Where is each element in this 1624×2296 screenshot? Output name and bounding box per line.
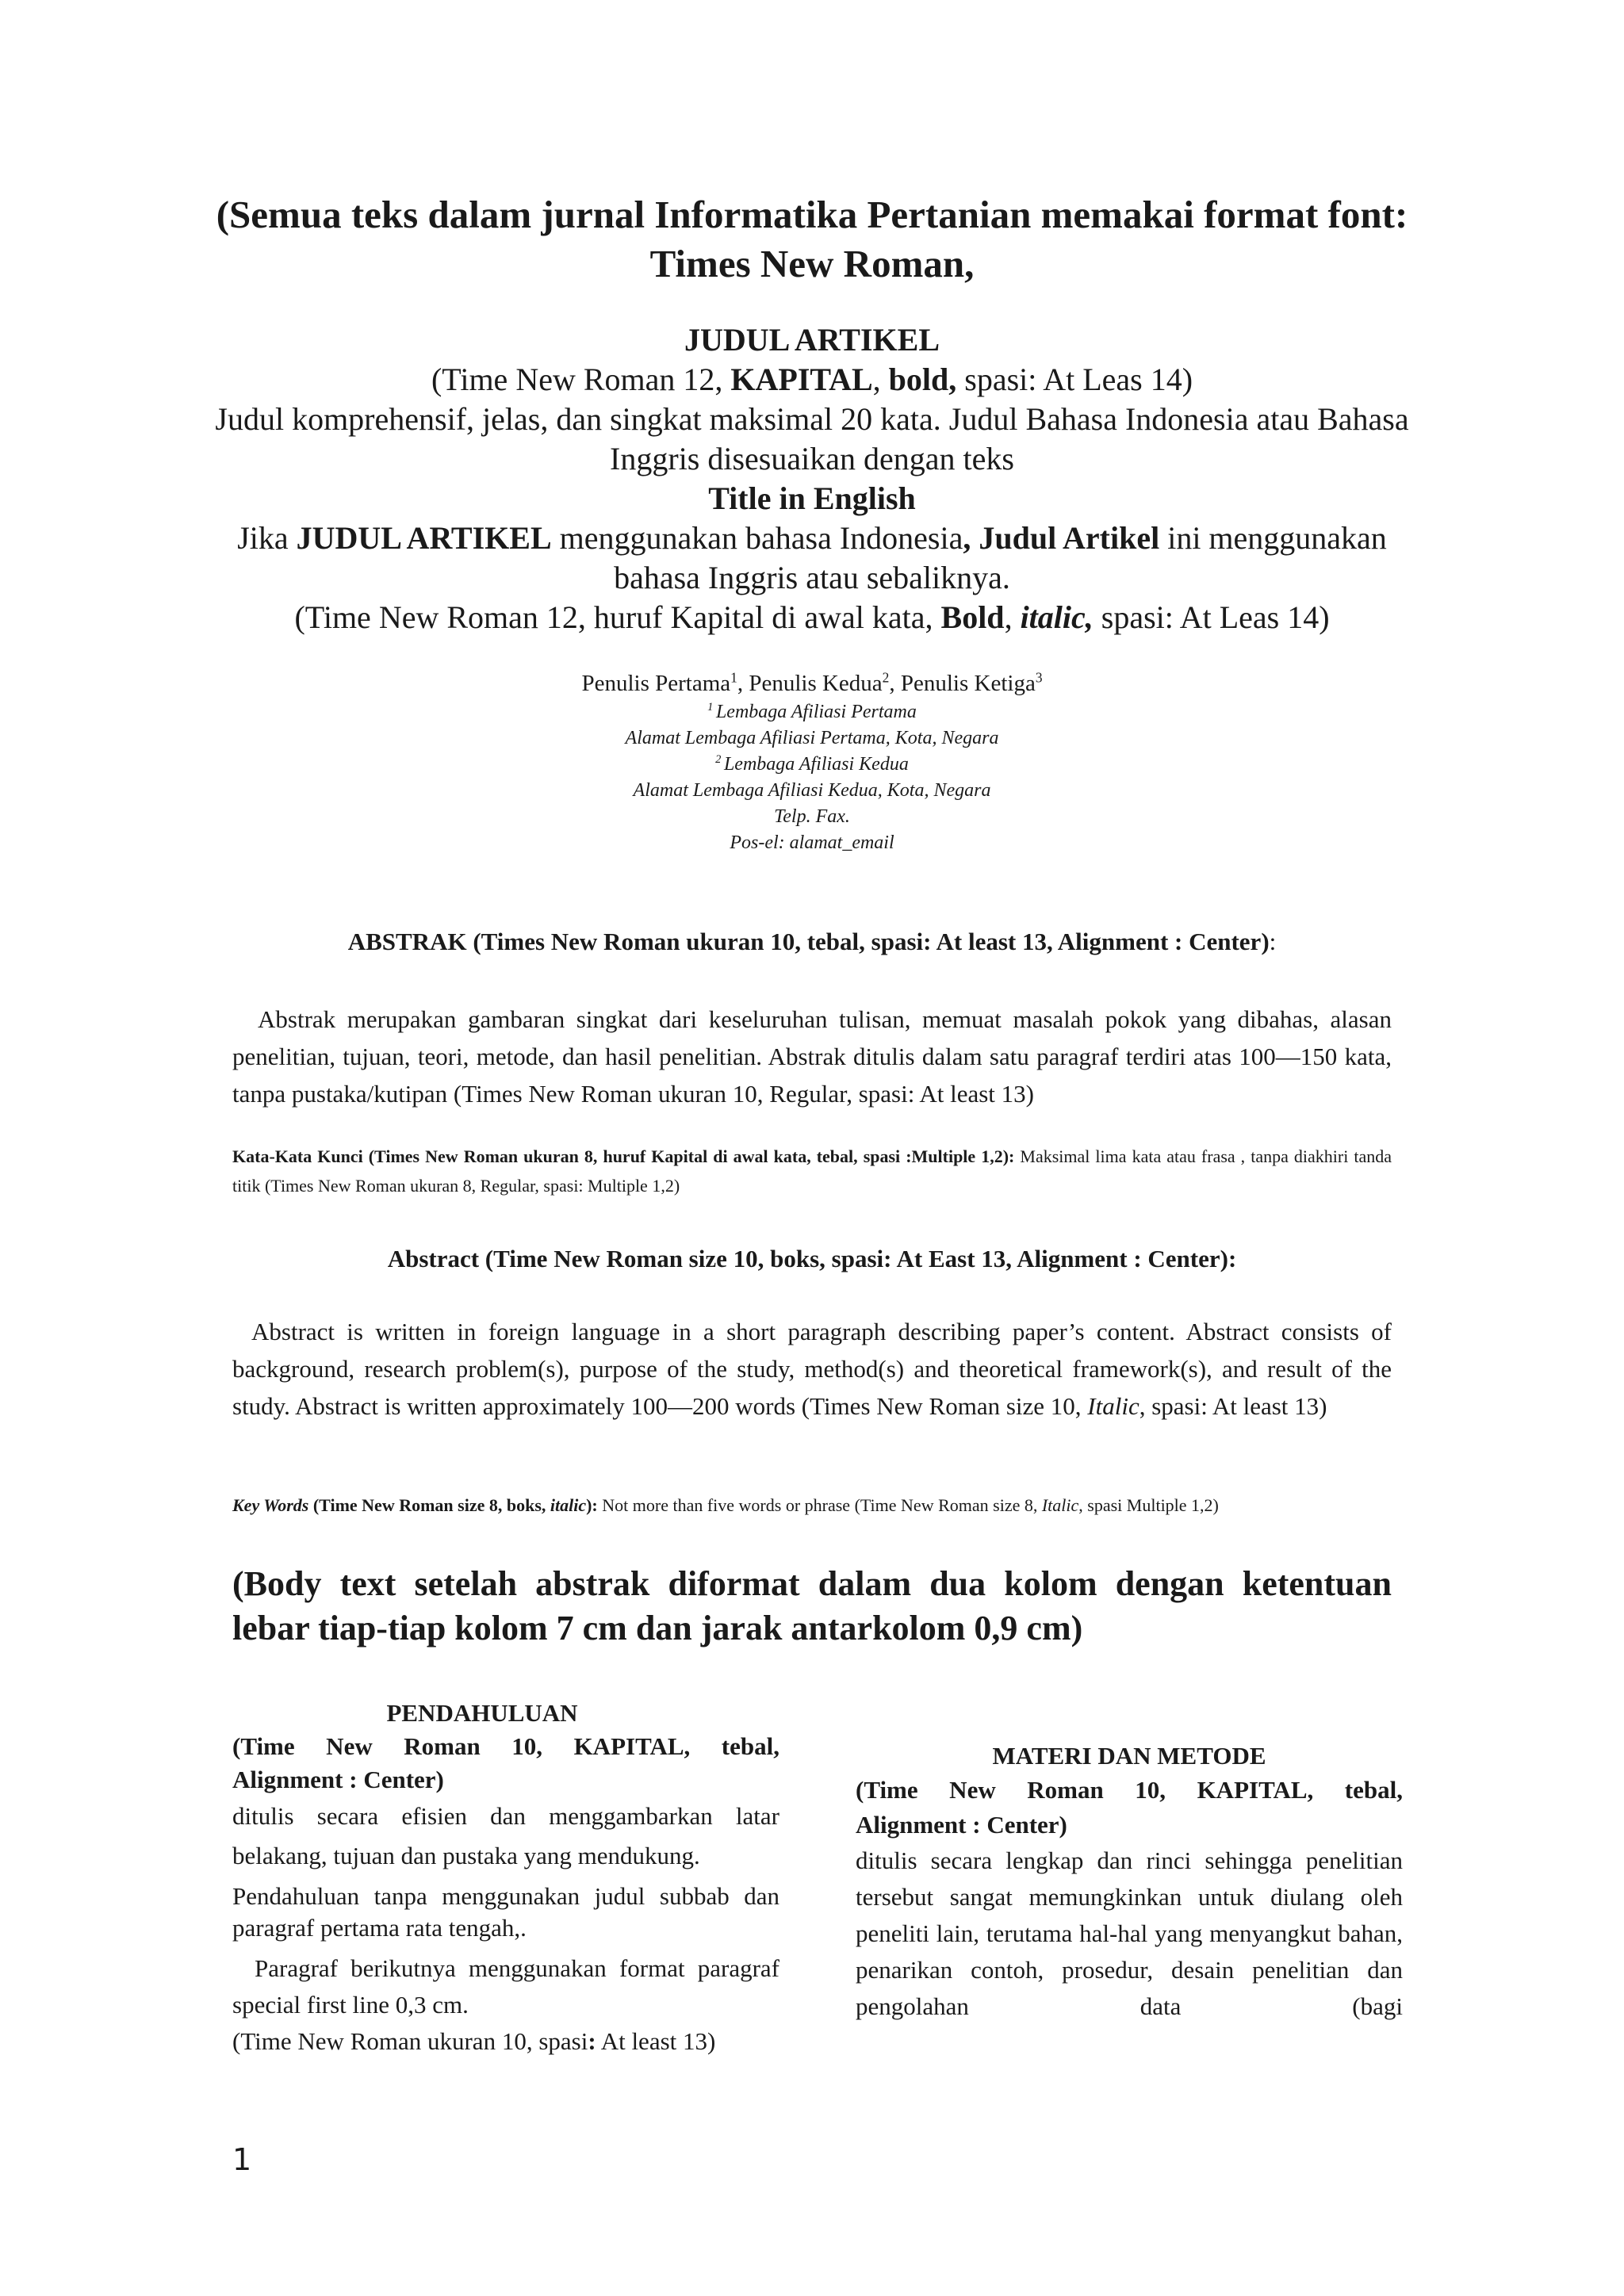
pendahuluan-paragraph-2: Pendahuluan tanpa menggunakan judul subbab dan paragraf pertama rata tengah,. [232, 1882, 779, 1942]
key-words [232, 1490, 1392, 1520]
title-description-line-1: Judul komprehensif, jelas, dan singkat maksimal 20 kata. Judul Bahasa Indonesia atau Bahasa [215, 401, 1409, 437]
abstrak-heading-colon: : [1269, 928, 1277, 955]
english-format-post: spasi: At Leas 14) [1093, 599, 1330, 635]
affiliation-2 [396, 752, 1228, 778]
abstract-heading: Abstract (Time New Roman size 10, boks, spasi: At East 13, Alignment : Center): [387, 1245, 1237, 1272]
title-format-bold: bold, [888, 362, 957, 397]
author-second: , Penulis Kedua [737, 671, 883, 696]
jika-mid: menggunakan bahasa Indonesia [551, 520, 963, 556]
affiliation-1-address: Alamat Lembaga Afiliasi Pertama, Kota, Negara [625, 728, 999, 748]
author-list [396, 668, 1228, 699]
left-column [232, 1697, 779, 2060]
abstrak-heading [159, 928, 1465, 956]
format-notice-line-2: Times New Roman, [649, 242, 975, 285]
authors-block [396, 668, 1228, 856]
abstract-body-italic: Italic [1087, 1392, 1139, 1420]
english-format-pre: (Time New Roman 12, huruf Kapital di awal kata, [294, 599, 941, 635]
title-block [206, 320, 1418, 637]
kata-kunci [232, 1142, 1392, 1200]
title-format-open: (Time New Roman 12, [431, 362, 731, 397]
author-third-sup: 3 [1035, 669, 1043, 686]
body-format-note [232, 1562, 1392, 1651]
affiliation-1-name: Lembaga Afiliasi Pertama [715, 702, 917, 722]
pendahuluan-p4-pre: (Time New Roman ukuran 10, spasi [232, 2027, 588, 2055]
affiliation-1 [396, 699, 1228, 725]
title-language-note [206, 519, 1418, 558]
right-column [856, 1739, 1403, 2025]
author-third: , Penulis Ketiga [889, 671, 1036, 696]
metode-paragraph-1: ditulis secara lengkap dan rinci sehingga penelitian tersebut sangat memungkinkan untuk diulang oleh peneliti lain, terutama hal-hal yang menyangkut bahan, penarikan contoh, prosedur, desain penelitian dan pengolahan data (bagi [856, 1846, 1403, 2020]
format-notice [159, 190, 1465, 289]
telp-fax: Telp. Fax. [774, 806, 850, 827]
jika-bold: , Judul Artikel [963, 520, 1160, 556]
article-title: JUDUL ARTIKEL [684, 322, 940, 358]
pendahuluan-p4-colon: : [588, 2027, 596, 2055]
abstrak-heading-text: ABSTRAK (Times New Roman ukuran 10, tebal, spasi: At least 13, Alignment : Center) [347, 928, 1270, 955]
kata-kunci-text: Maksimal lima kata atau frasa , tanpa diakhiri tanda titik (Times New Roman ukuran 8, Regular, spasi: Multiple 1,2) [232, 1146, 1392, 1196]
english-title: Title in English [708, 480, 916, 516]
affiliation-2-address: Alamat Lembaga Afiliasi Kedua, Kota, Negara [633, 780, 991, 801]
jika-pre: Jika [237, 520, 297, 556]
affiliation-1-sup: 1 [707, 701, 716, 714]
pendahuluan-format-note-line-1: (Time New Roman 10, KAPITAL, tebal, [232, 1732, 779, 1760]
author-first-sup: 1 [730, 669, 737, 686]
pendahuluan-paragraph-1: ditulis secara efisien dan menggambarkan latar belakang, tujuan dan pustaka yang mendukung. [232, 1802, 779, 1869]
section-title-pendahuluan: PENDAHULUAN [386, 1699, 578, 1727]
key-words-label-rest: (Time New Roman size 8, boks, [308, 1495, 550, 1515]
author-email: Pos-el: alamat_email [730, 832, 894, 853]
kata-kunci-label: Kata-Kata Kunci (Times New Roman ukuran 8, huruf Kapital di awal kata, tebal, spasi :Multiple 1,2): [232, 1146, 1015, 1166]
title-format-kapital: KAPITAL [730, 362, 873, 397]
key-words-label: Key Words [232, 1495, 309, 1515]
key-words-text-end: , spasi Multiple 1,2) [1078, 1495, 1219, 1515]
english-format-italic: italic, [1020, 599, 1094, 635]
metode-format-note-line-2: Alignment : Center) [856, 1811, 1067, 1839]
affiliation-2-name: Lembaga Afiliasi Kedua [723, 754, 909, 775]
english-format-sep: , [1004, 599, 1021, 635]
key-words-label-close: ): [586, 1495, 598, 1515]
page-number: 1 [232, 2142, 252, 2177]
body-format-note-line-1: (Body text setelah abstrak diformat dalam dua kolom dengan ketentuan [232, 1564, 1392, 1603]
english-format-bold: Bold [940, 599, 1005, 635]
metode-format-note-line-1: (Time New Roman 10, KAPITAL, tebal, [856, 1776, 1403, 1804]
key-words-text: Not more than five words or phrase (Time New Roman size 8, [597, 1495, 1042, 1515]
format-notice-line-1: (Semua teks dalam jurnal Informatika Pertanian memakai format font: [216, 193, 1408, 236]
title-format-note [206, 360, 1418, 400]
title-description-line-2: Inggris disesuaikan dengan teks [610, 441, 1014, 476]
jika-post: ini menggunakan [1159, 520, 1387, 556]
title-format-comma: , [872, 362, 889, 397]
pendahuluan-paragraph-3: Paragraf berikutnya menggunakan format paragraf special first line 0,3 cm. [232, 1954, 779, 2019]
abstrak-body: Abstrak merupakan gambaran singkat dari keseluruhan tulisan, memuat masalah pokok yang dibahas, alasan penelitian, tujuan, teori, metode, dan hasil penelitian. Abstrak ditulis dalam satu paragraf terdiri atas 100—150 kata, tanpa pustaka/kutipan (Times New Roman ukuran 10, Regular, spasi: At least 13) [232, 1005, 1392, 1108]
title-language-note-line-2: bahasa Inggris atau sebaliknya. [614, 560, 1010, 595]
body-format-note-line-2: lebar tiap-tiap kolom 7 cm dan jarak antarkolom 0,9 cm) [232, 1609, 1083, 1647]
english-title-format-note [206, 598, 1418, 637]
key-words-text-italic: Italic [1041, 1495, 1079, 1515]
abstract-body-text: Abstract is written in foreign language in a short paragraph describing paper’s content. Abstract consists of background, research problem(s), purpose of the study, method(s) and theoretical framework(s), and result of the study. Abstract is written approximately 100—200 words (Times New Roman size 10, [232, 1318, 1392, 1420]
pendahuluan-format-note-line-2: Alignment : Center) [232, 1766, 444, 1793]
author-first: Penulis Pertama [581, 671, 731, 696]
key-words-label-italic: italic [550, 1495, 587, 1515]
jika-judul: JUDUL ARTIKEL [296, 520, 552, 556]
affiliation-2-sup: 2 [715, 753, 724, 766]
abstract-body [232, 1313, 1392, 1425]
section-title-materi-dan-metode: MATERI DAN METODE [992, 1742, 1266, 1770]
abstract-body-end: , spasi: At least 13) [1139, 1392, 1327, 1420]
pendahuluan-p4-post: At least 13) [596, 2027, 716, 2055]
pendahuluan-paragraph-4 [232, 2023, 779, 2060]
author-second-sup: 2 [882, 669, 890, 686]
title-format-close: spasi: At Leas 14) [956, 362, 1193, 397]
